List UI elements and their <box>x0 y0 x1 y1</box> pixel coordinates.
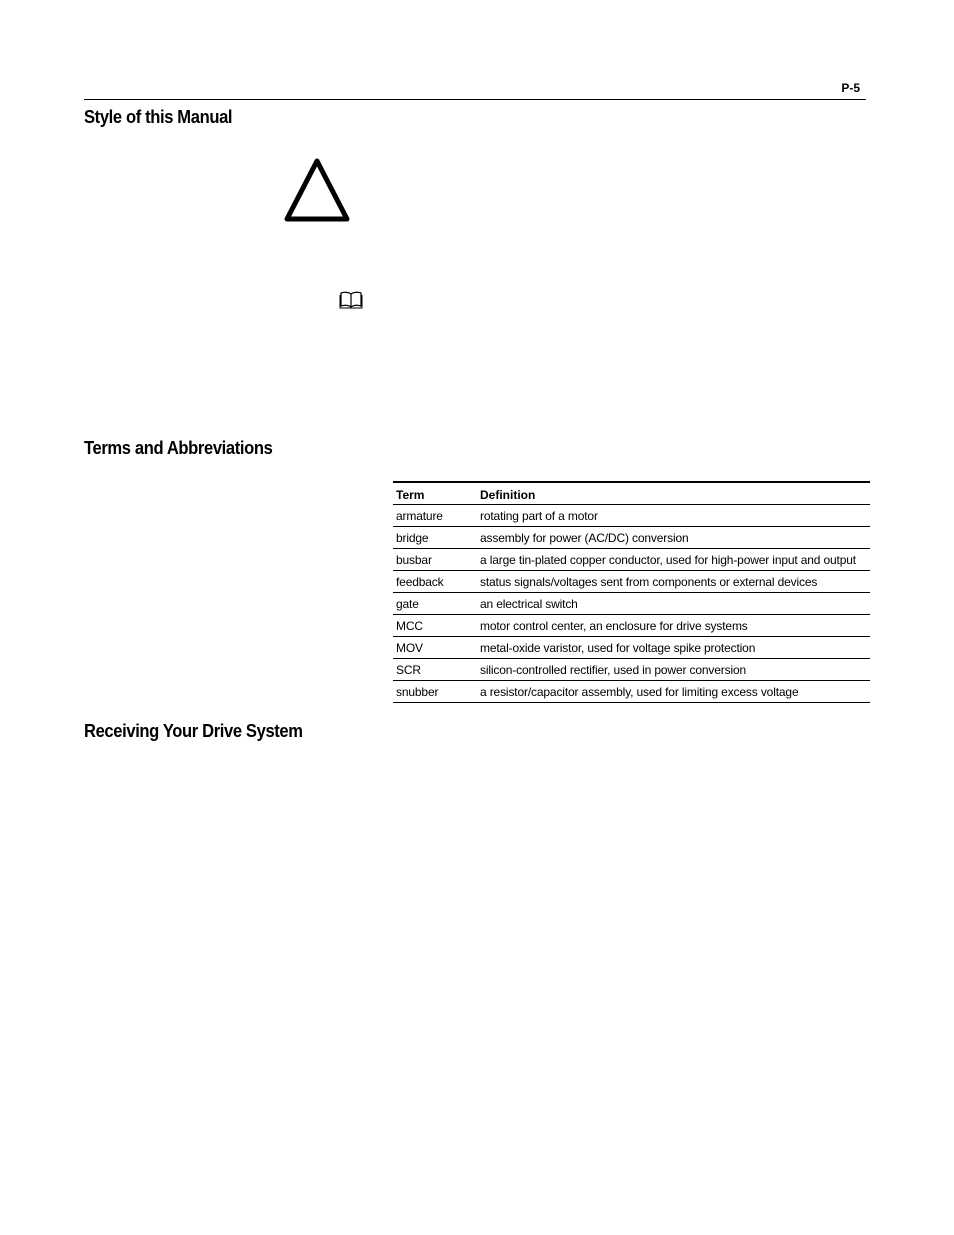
definition-cell: an electrical switch <box>477 593 870 615</box>
attention-triangle-icon <box>283 157 351 225</box>
term-cell: armature <box>393 505 477 527</box>
table-row <box>393 659 870 681</box>
section-heading-terms: Terms and Abbreviations <box>84 438 273 458</box>
terms-table <box>393 481 870 703</box>
header-rule <box>84 99 866 100</box>
term-cell: MCC <box>393 615 477 637</box>
table-row <box>393 571 870 593</box>
definition-cell: silicon-controlled rectifier, used in power conversion <box>477 659 870 681</box>
term-cell: bridge <box>393 527 477 549</box>
definition-cell: motor control center, an enclosure for drive systems <box>477 615 870 637</box>
table-row <box>393 681 870 703</box>
definition-cell: status signals/voltages sent from components or external devices <box>477 571 870 593</box>
term-cell: MOV <box>393 637 477 659</box>
term-cell: busbar <box>393 549 477 571</box>
page-number: P-5 <box>841 81 860 95</box>
definition-cell: a large tin-plated copper conductor, used for high-power input and output <box>477 549 870 571</box>
term-cell: snubber <box>393 681 477 703</box>
term-cell: feedback <box>393 571 477 593</box>
table-row <box>393 637 870 659</box>
table-header-row <box>393 482 870 505</box>
column-header-term: Term <box>396 487 425 502</box>
table-row <box>393 549 870 571</box>
section-heading-receiving: Receiving Your Drive System <box>84 721 303 741</box>
definition-cell: rotating part of a motor <box>477 505 870 527</box>
table-row <box>393 615 870 637</box>
section-heading-style: Style of this Manual <box>84 107 233 127</box>
table-row <box>393 505 870 527</box>
table-row <box>393 593 870 615</box>
definition-cell: a resistor/capacitor assembly, used for limiting excess voltage <box>477 681 870 703</box>
book-icon <box>339 290 363 310</box>
term-cell: gate <box>393 593 477 615</box>
definition-cell: metal-oxide varistor, used for voltage spike protection <box>477 637 870 659</box>
column-header-definition: Definition <box>480 487 536 502</box>
table-row <box>393 527 870 549</box>
definition-cell: assembly for power (AC/DC) conversion <box>477 527 870 549</box>
term-cell: SCR <box>393 659 477 681</box>
